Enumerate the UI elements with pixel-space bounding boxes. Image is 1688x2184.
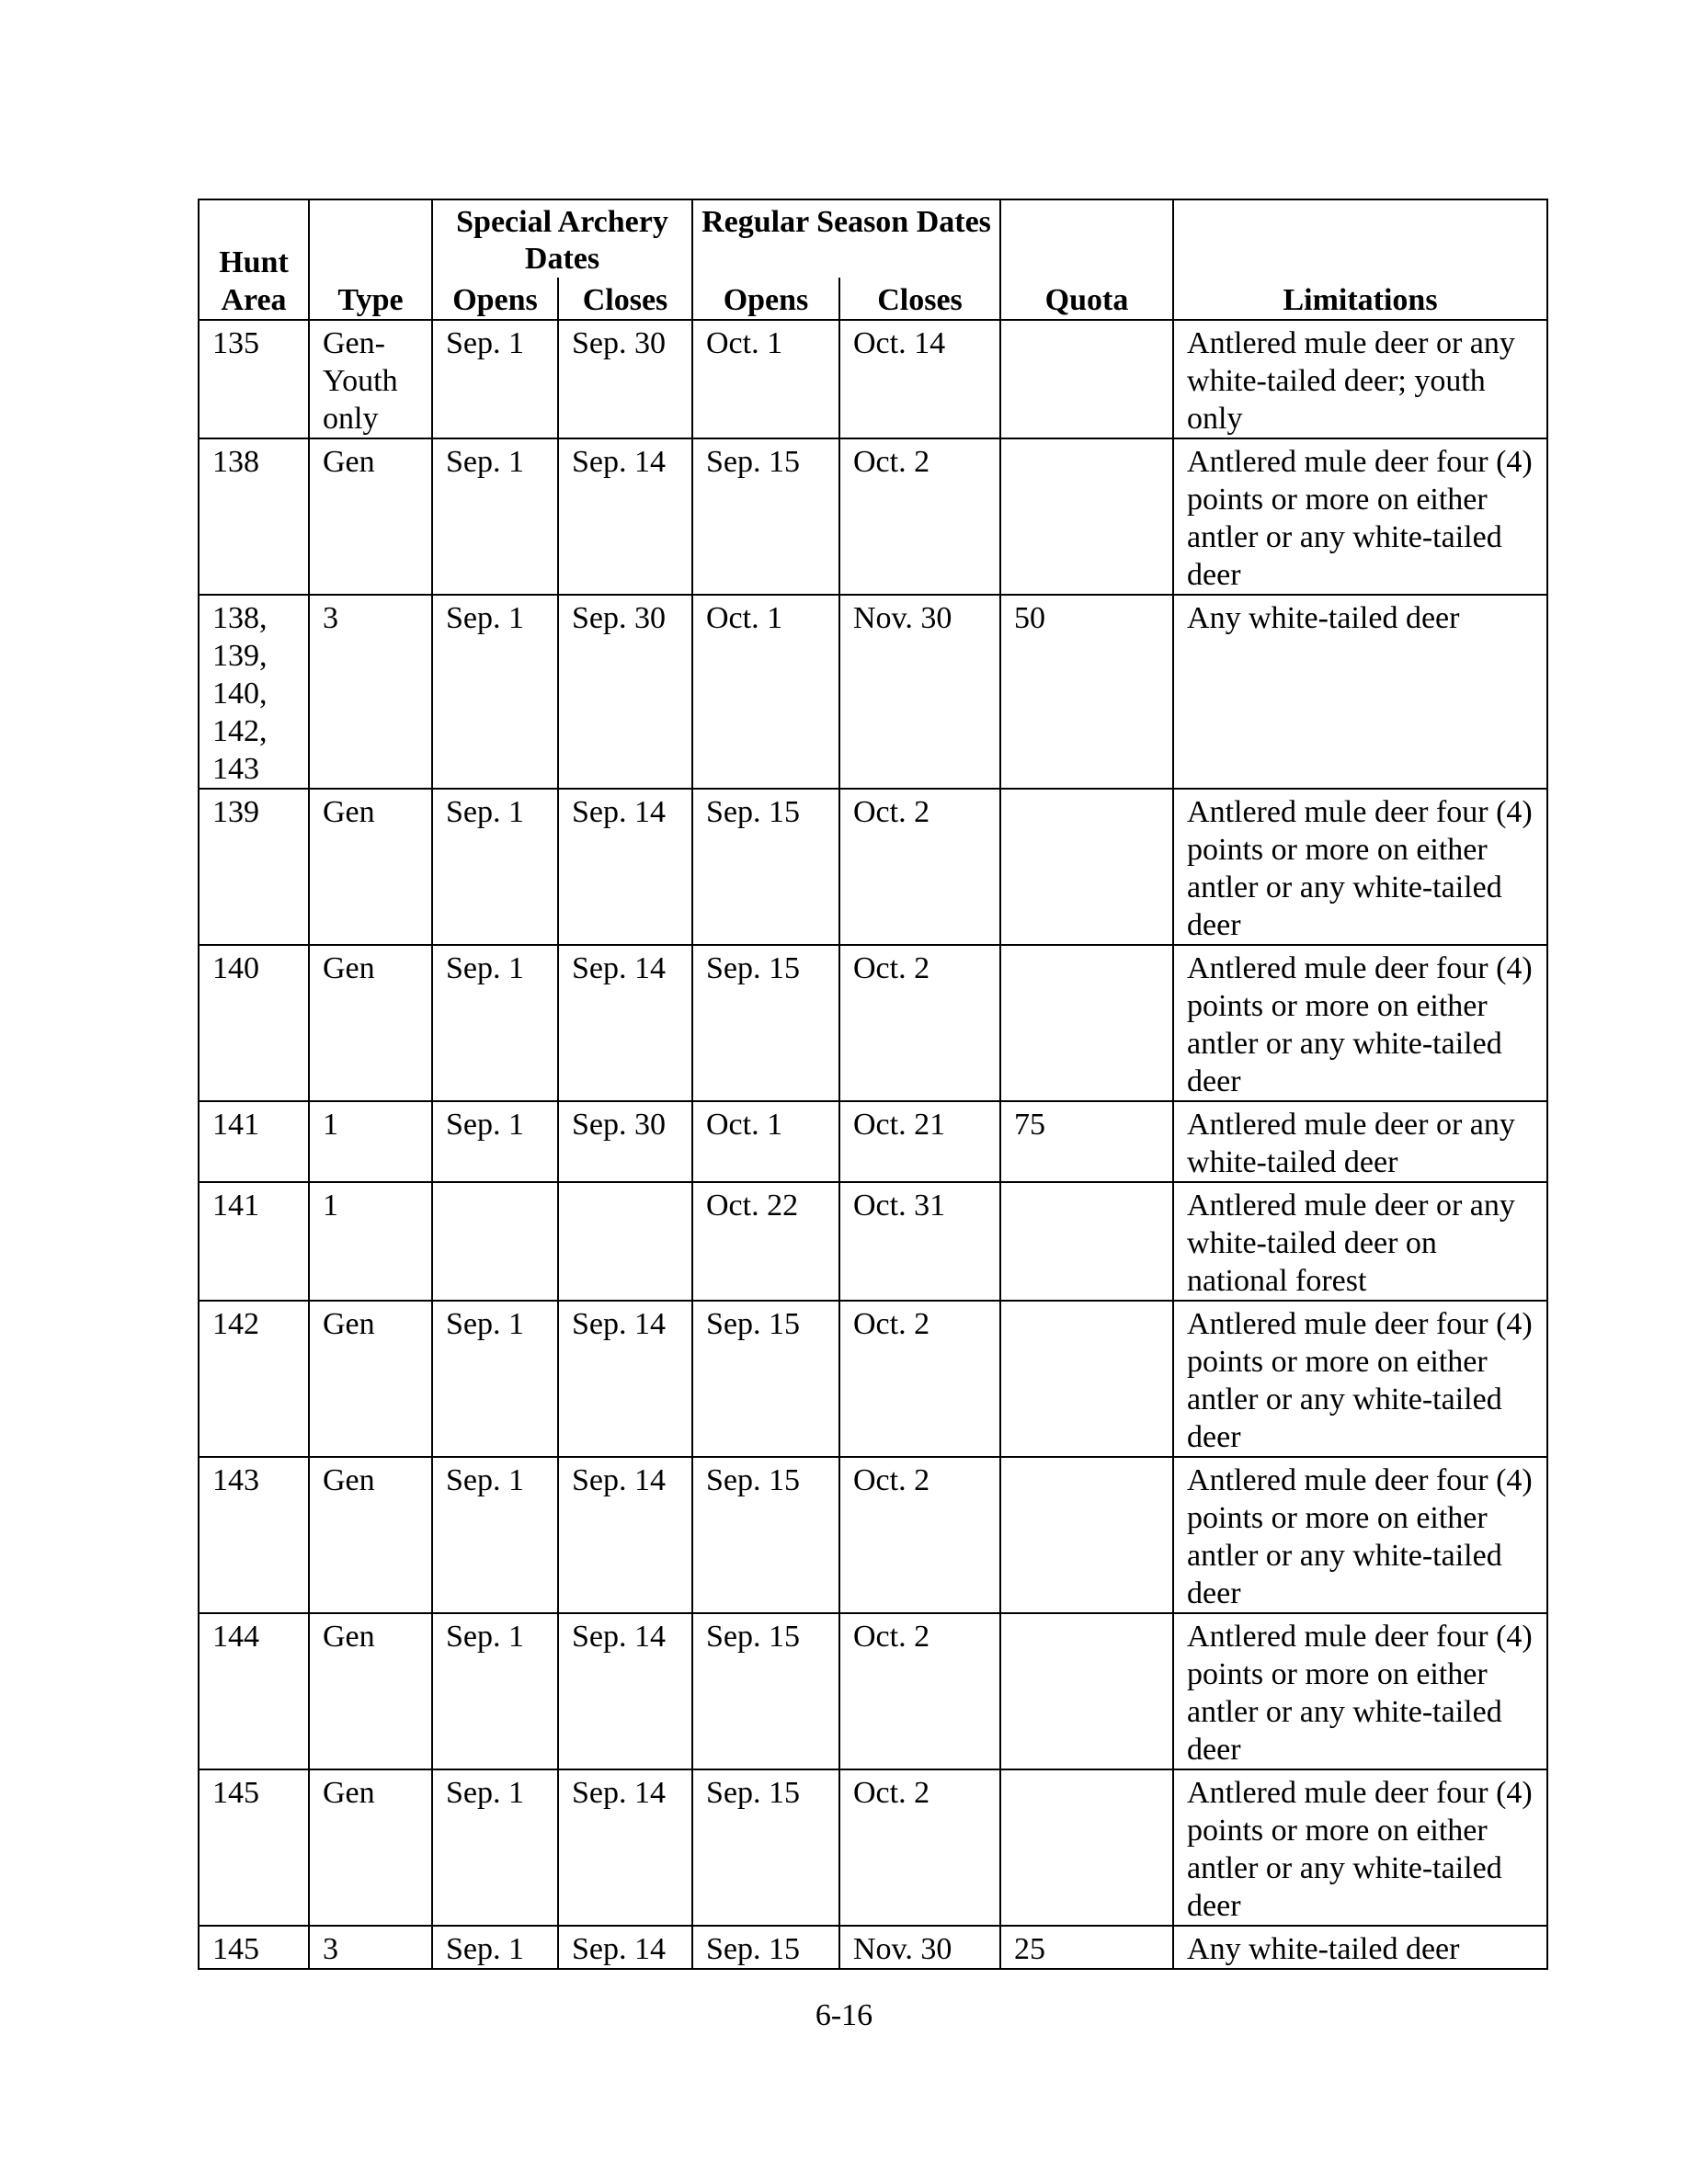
cell-quota: [1000, 945, 1173, 1101]
cell-regular-opens: Sep. 15: [692, 1301, 839, 1457]
cell-hunt-area: 140: [199, 945, 309, 1101]
cell-archery-opens: Sep. 1: [432, 1613, 558, 1769]
cell-hunt-area: 144: [199, 1613, 309, 1769]
header-regular-season: Regular Season Dates: [692, 199, 1000, 278]
cell-limitations: Any white-tailed deer: [1173, 1926, 1547, 1969]
cell-archery-opens: Sep. 1: [432, 945, 558, 1101]
cell-limitations: Antlered mule deer or any white-tailed deer: [1173, 1101, 1547, 1182]
cell-quota: 50: [1000, 595, 1173, 789]
cell-archery-opens: Sep. 1: [432, 1101, 558, 1182]
cell-archery-closes: Sep. 14: [558, 1926, 692, 1969]
header-hunt-area: Hunt Area: [199, 199, 309, 320]
cell-regular-closes: Oct. 31: [839, 1182, 1000, 1301]
cell-type: Gen-Youth only: [309, 320, 432, 438]
cell-type: Gen: [309, 1457, 432, 1613]
cell-regular-opens: Sep. 15: [692, 1457, 839, 1613]
cell-archery-closes: Sep. 30: [558, 1101, 692, 1182]
cell-limitations: Antlered mule deer four (4) points or more on either antler or any white-tailed deer: [1173, 1301, 1547, 1457]
cell-archery-closes: Sep. 30: [558, 595, 692, 789]
cell-regular-closes: Oct. 2: [839, 1613, 1000, 1769]
table-row: [199, 1101, 1547, 1182]
table-row: [199, 438, 1547, 595]
cell-regular-opens: Oct. 1: [692, 1101, 839, 1182]
cell-hunt-area: 145: [199, 1769, 309, 1926]
table-row: [199, 945, 1547, 1101]
cell-archery-closes: Sep. 14: [558, 1457, 692, 1613]
table-row: [199, 1769, 1547, 1926]
cell-archery-closes: Sep. 14: [558, 438, 692, 595]
cell-limitations: Antlered mule deer four (4) points or more on either antler or any white-tailed deer: [1173, 1769, 1547, 1926]
table-row: [199, 595, 1547, 789]
header-archery-opens: Opens: [432, 278, 558, 320]
cell-archery-closes: Sep. 14: [558, 1769, 692, 1926]
cell-limitations: Antlered mule deer or any white-tailed deer on national forest: [1173, 1182, 1547, 1301]
cell-archery-closes: Sep. 14: [558, 1613, 692, 1769]
cell-regular-opens: Sep. 15: [692, 1613, 839, 1769]
cell-regular-opens: Oct. 22: [692, 1182, 839, 1301]
cell-type: Gen: [309, 1613, 432, 1769]
cell-regular-closes: Nov. 30: [839, 1926, 1000, 1969]
cell-type: 3: [309, 595, 432, 789]
cell-quota: [1000, 1182, 1173, 1301]
cell-archery-closes: Sep. 14: [558, 1301, 692, 1457]
header-limitations: Limitations: [1173, 199, 1547, 320]
cell-archery-opens: Sep. 1: [432, 595, 558, 789]
cell-type: 1: [309, 1101, 432, 1182]
cell-hunt-area: 138: [199, 438, 309, 595]
cell-regular-opens: Sep. 15: [692, 438, 839, 595]
cell-regular-opens: Oct. 1: [692, 595, 839, 789]
cell-regular-closes: Oct. 14: [839, 320, 1000, 438]
cell-regular-opens: Sep. 15: [692, 789, 839, 945]
cell-hunt-area: 141: [199, 1182, 309, 1301]
cell-quota: 75: [1000, 1101, 1173, 1182]
cell-archery-opens: Sep. 1: [432, 1769, 558, 1926]
cell-hunt-area: 145: [199, 1926, 309, 1969]
cell-regular-closes: Oct. 21: [839, 1101, 1000, 1182]
cell-type: 3: [309, 1926, 432, 1969]
cell-regular-opens: Sep. 15: [692, 1769, 839, 1926]
cell-archery-opens: Sep. 1: [432, 1457, 558, 1613]
cell-hunt-area: 139: [199, 789, 309, 945]
cell-archery-closes: [558, 1182, 692, 1301]
table-row: [199, 1301, 1547, 1457]
cell-hunt-area: 143: [199, 1457, 309, 1613]
cell-regular-closes: Oct. 2: [839, 1301, 1000, 1457]
hunt-season-table: [198, 199, 1548, 1970]
cell-type: Gen: [309, 1769, 432, 1926]
cell-hunt-area: 141: [199, 1101, 309, 1182]
cell-regular-closes: Oct. 2: [839, 1457, 1000, 1613]
cell-quota: [1000, 1301, 1173, 1457]
cell-limitations: Antlered mule deer four (4) points or more on either antler or any white-tailed deer: [1173, 438, 1547, 595]
cell-quota: [1000, 320, 1173, 438]
cell-quota: 25: [1000, 1926, 1173, 1969]
table-row: [199, 789, 1547, 945]
cell-regular-closes: Oct. 2: [839, 789, 1000, 945]
cell-archery-opens: [432, 1182, 558, 1301]
cell-limitations: Antlered mule deer four (4) points or more on either antler or any white-tailed deer: [1173, 1613, 1547, 1769]
cell-archery-closes: Sep. 30: [558, 320, 692, 438]
cell-regular-opens: Oct. 1: [692, 320, 839, 438]
table-row: [199, 1613, 1547, 1769]
cell-regular-closes: Oct. 2: [839, 945, 1000, 1101]
table-row: [199, 1457, 1547, 1613]
cell-regular-opens: Sep. 15: [692, 945, 839, 1101]
cell-regular-closes: Nov. 30: [839, 595, 1000, 789]
cell-limitations: Antlered mule deer four (4) points or more on either antler or any white-tailed deer: [1173, 789, 1547, 945]
cell-limitations: Any white-tailed deer: [1173, 595, 1547, 789]
cell-type: Gen: [309, 1301, 432, 1457]
table-row: [199, 320, 1547, 438]
cell-archery-opens: Sep. 1: [432, 438, 558, 595]
cell-type: Gen: [309, 789, 432, 945]
cell-archery-opens: Sep. 1: [432, 1301, 558, 1457]
header-regular-opens: Opens: [692, 278, 839, 320]
cell-archery-opens: Sep. 1: [432, 1926, 558, 1969]
header-type: Type: [309, 199, 432, 320]
cell-quota: [1000, 1769, 1173, 1926]
cell-quota: [1000, 438, 1173, 595]
cell-type: Gen: [309, 945, 432, 1101]
cell-archery-closes: Sep. 14: [558, 789, 692, 945]
header-quota: Quota: [1000, 199, 1173, 320]
cell-limitations: Antlered mule deer or any white-tailed deer; youth only: [1173, 320, 1547, 438]
cell-limitations: Antlered mule deer four (4) points or more on either antler or any white-tailed deer: [1173, 945, 1547, 1101]
cell-archery-opens: Sep. 1: [432, 789, 558, 945]
cell-archery-opens: Sep. 1: [432, 320, 558, 438]
table-row: [199, 1182, 1547, 1301]
page-number: 6-16: [815, 1998, 873, 2032]
cell-regular-closes: Oct. 2: [839, 438, 1000, 595]
cell-limitations: Antlered mule deer four (4) points or more on either antler or any white-tailed deer: [1173, 1457, 1547, 1613]
cell-quota: [1000, 1613, 1173, 1769]
cell-regular-opens: Sep. 15: [692, 1926, 839, 1969]
cell-type: 1: [309, 1182, 432, 1301]
header-archery-closes: Closes: [558, 278, 692, 320]
cell-hunt-area: 135: [199, 320, 309, 438]
cell-quota: [1000, 789, 1173, 945]
header-special-archery: Special Archery Dates: [432, 199, 692, 278]
cell-type: Gen: [309, 438, 432, 595]
header-regular-closes: Closes: [839, 278, 1000, 320]
table-row: [199, 1926, 1547, 1969]
cell-hunt-area: 142: [199, 1301, 309, 1457]
header-row-top: [199, 199, 1547, 278]
cell-hunt-area: 138, 139, 140, 142, 143: [199, 595, 309, 789]
cell-regular-closes: Oct. 2: [839, 1769, 1000, 1926]
cell-quota: [1000, 1457, 1173, 1613]
cell-archery-closes: Sep. 14: [558, 945, 692, 1101]
